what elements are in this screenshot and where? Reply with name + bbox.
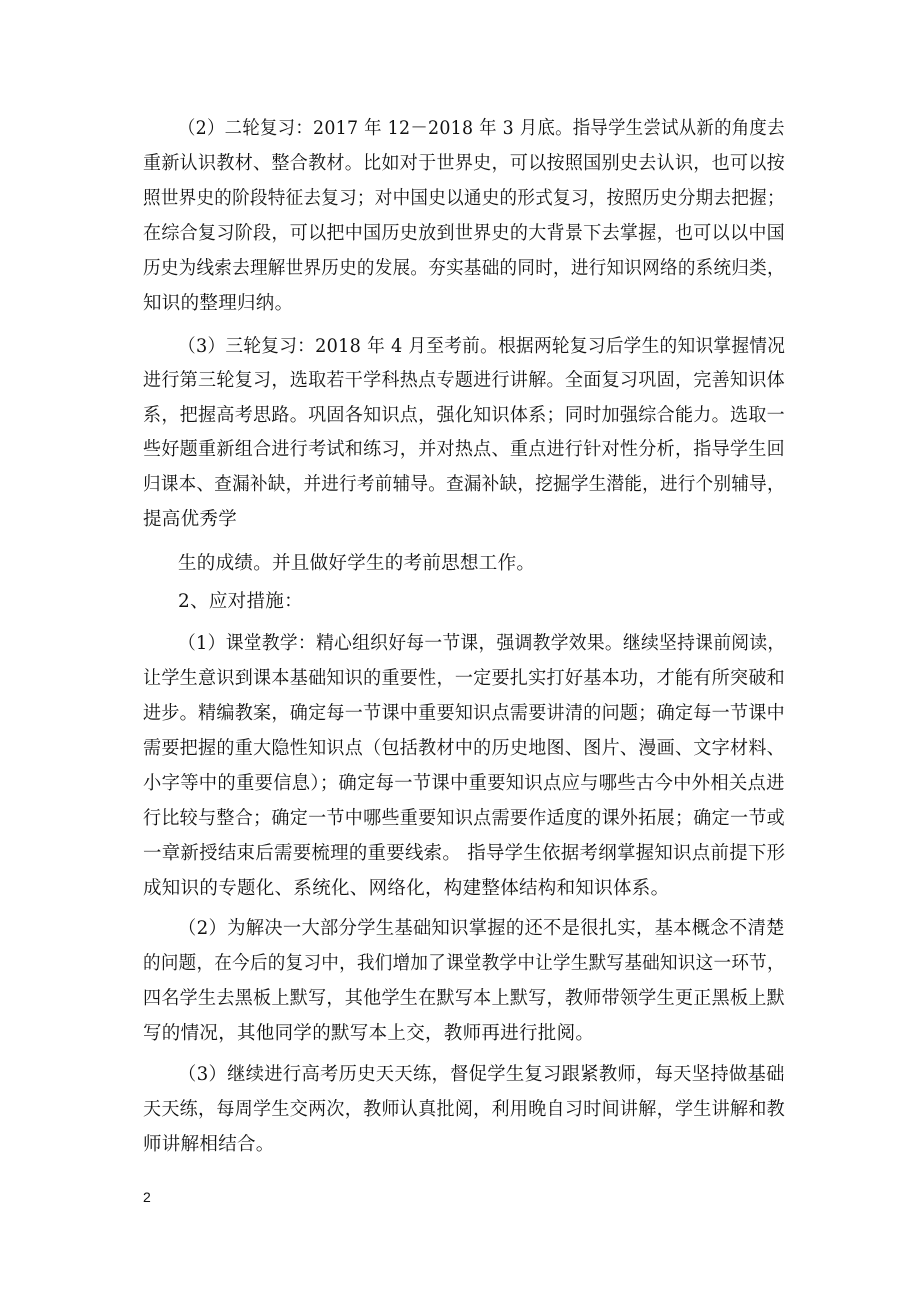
text-line: （3）三轮复习：2018 年 4 月至考前。根据两轮复习后学生的知识掌握情况	[178, 336, 786, 357]
page-number: 2	[143, 1189, 151, 1205]
text-line: 进行第三轮复习，选取若干学科热点专题进行讲解。全面复习巩固，完善知识体	[143, 370, 786, 391]
text-line: （2）为解决一大部分学生基础知识掌握的还不是很扎实，基本概念不清楚	[178, 918, 785, 939]
text-line: 行比较与整合；确定一节中哪些重要知识点需要作适度的课外拓展；确定一节或	[143, 808, 786, 829]
text-line: 写的情况，其他同学的默写本上交，教师再进行批阅。	[143, 1023, 595, 1044]
text-line: 些好题重新组合进行考试和练习，并对热点、重点进行针对性分析，指导学生回	[143, 439, 786, 460]
text-line: （3）继续进行高考历史天天练，督促学生复习跟紧教师，每天坚持做基础	[178, 1064, 785, 1085]
text-line: 成知识的专题化、系统化、网络化，构建整体结构和知识体系。	[143, 878, 670, 899]
text-line: 小字等中的重要信息）；确定每一节课中重要知识点应与哪些古今中外相关点进	[143, 773, 785, 794]
text-line: 系，把握高考思路。巩固各知识点，强化知识体系；同时加强综合能力。选取一	[143, 405, 786, 426]
section-heading: 2、应对措施：	[178, 591, 303, 612]
text-line: 在综合复习阶段，可以把中国历史放到世界史的大背景下去掌握，也可以以中国	[143, 223, 786, 244]
text-line: 重新认识教材、整合教材。比如对于世界史，可以按照国别史去认识，也可以按	[143, 153, 786, 174]
text-line: 四名学生去黑板上默写，其他学生在默写本上默写，教师带领学生更正黑板上默	[143, 988, 786, 1009]
text-line: 一章新授结束后需要梳理的重要线索。 指导学生依据考纲掌握知识点前提下形	[143, 843, 786, 864]
text-line: （2）二轮复习：2017 年 12－2018 年 3 月底。指导学生尝试从新的角度去	[178, 118, 785, 139]
text-line: 进步。精编教案，确定每一节课中重要知识点需要讲清的问题；确定每一节课中	[143, 703, 786, 724]
text-line: 需要把握的重大隐性知识点（包括教材中的历史地图、图片、漫画、文字材料、	[143, 738, 786, 759]
text-line: 的问题，在今后的复习中，我们增加了课堂教学中让学生默写基础知识这一环节，	[143, 953, 785, 974]
text-line: 归课本、查漏补缺，并进行考前辅导。查漏补缺，挖掘学生潜能，进行个别辅导，	[143, 474, 785, 495]
text-line: 天天练，每周学生交两次，教师认真批阅，利用晚自习时间讲解，学生讲解和教	[143, 1099, 786, 1120]
text-line: 知识的整理归纳。	[143, 293, 294, 314]
text-line: 生的成绩。并且做好学生的考前思想工作。	[178, 553, 536, 574]
text-line: 提高优秀学	[143, 509, 238, 530]
text-line: 让学生意识到课本基础知识的重要性，一定要扎实打好基本功，才能有所突破和	[143, 668, 786, 689]
text-line: 照世界史的阶段特征去复习；对中国史以通史的形式复习，按照历史分期去把握；	[143, 188, 785, 209]
text-line: 师讲解相结合。	[143, 1134, 275, 1155]
text-line: 历史为线索去理解世界历史的发展。夯实基础的同时，进行知识网络的系统归类，	[143, 258, 785, 279]
text-line: （1）课堂教学：精心组织好每一节课，强调教学效果。继续坚持课前阅读，	[178, 633, 786, 654]
